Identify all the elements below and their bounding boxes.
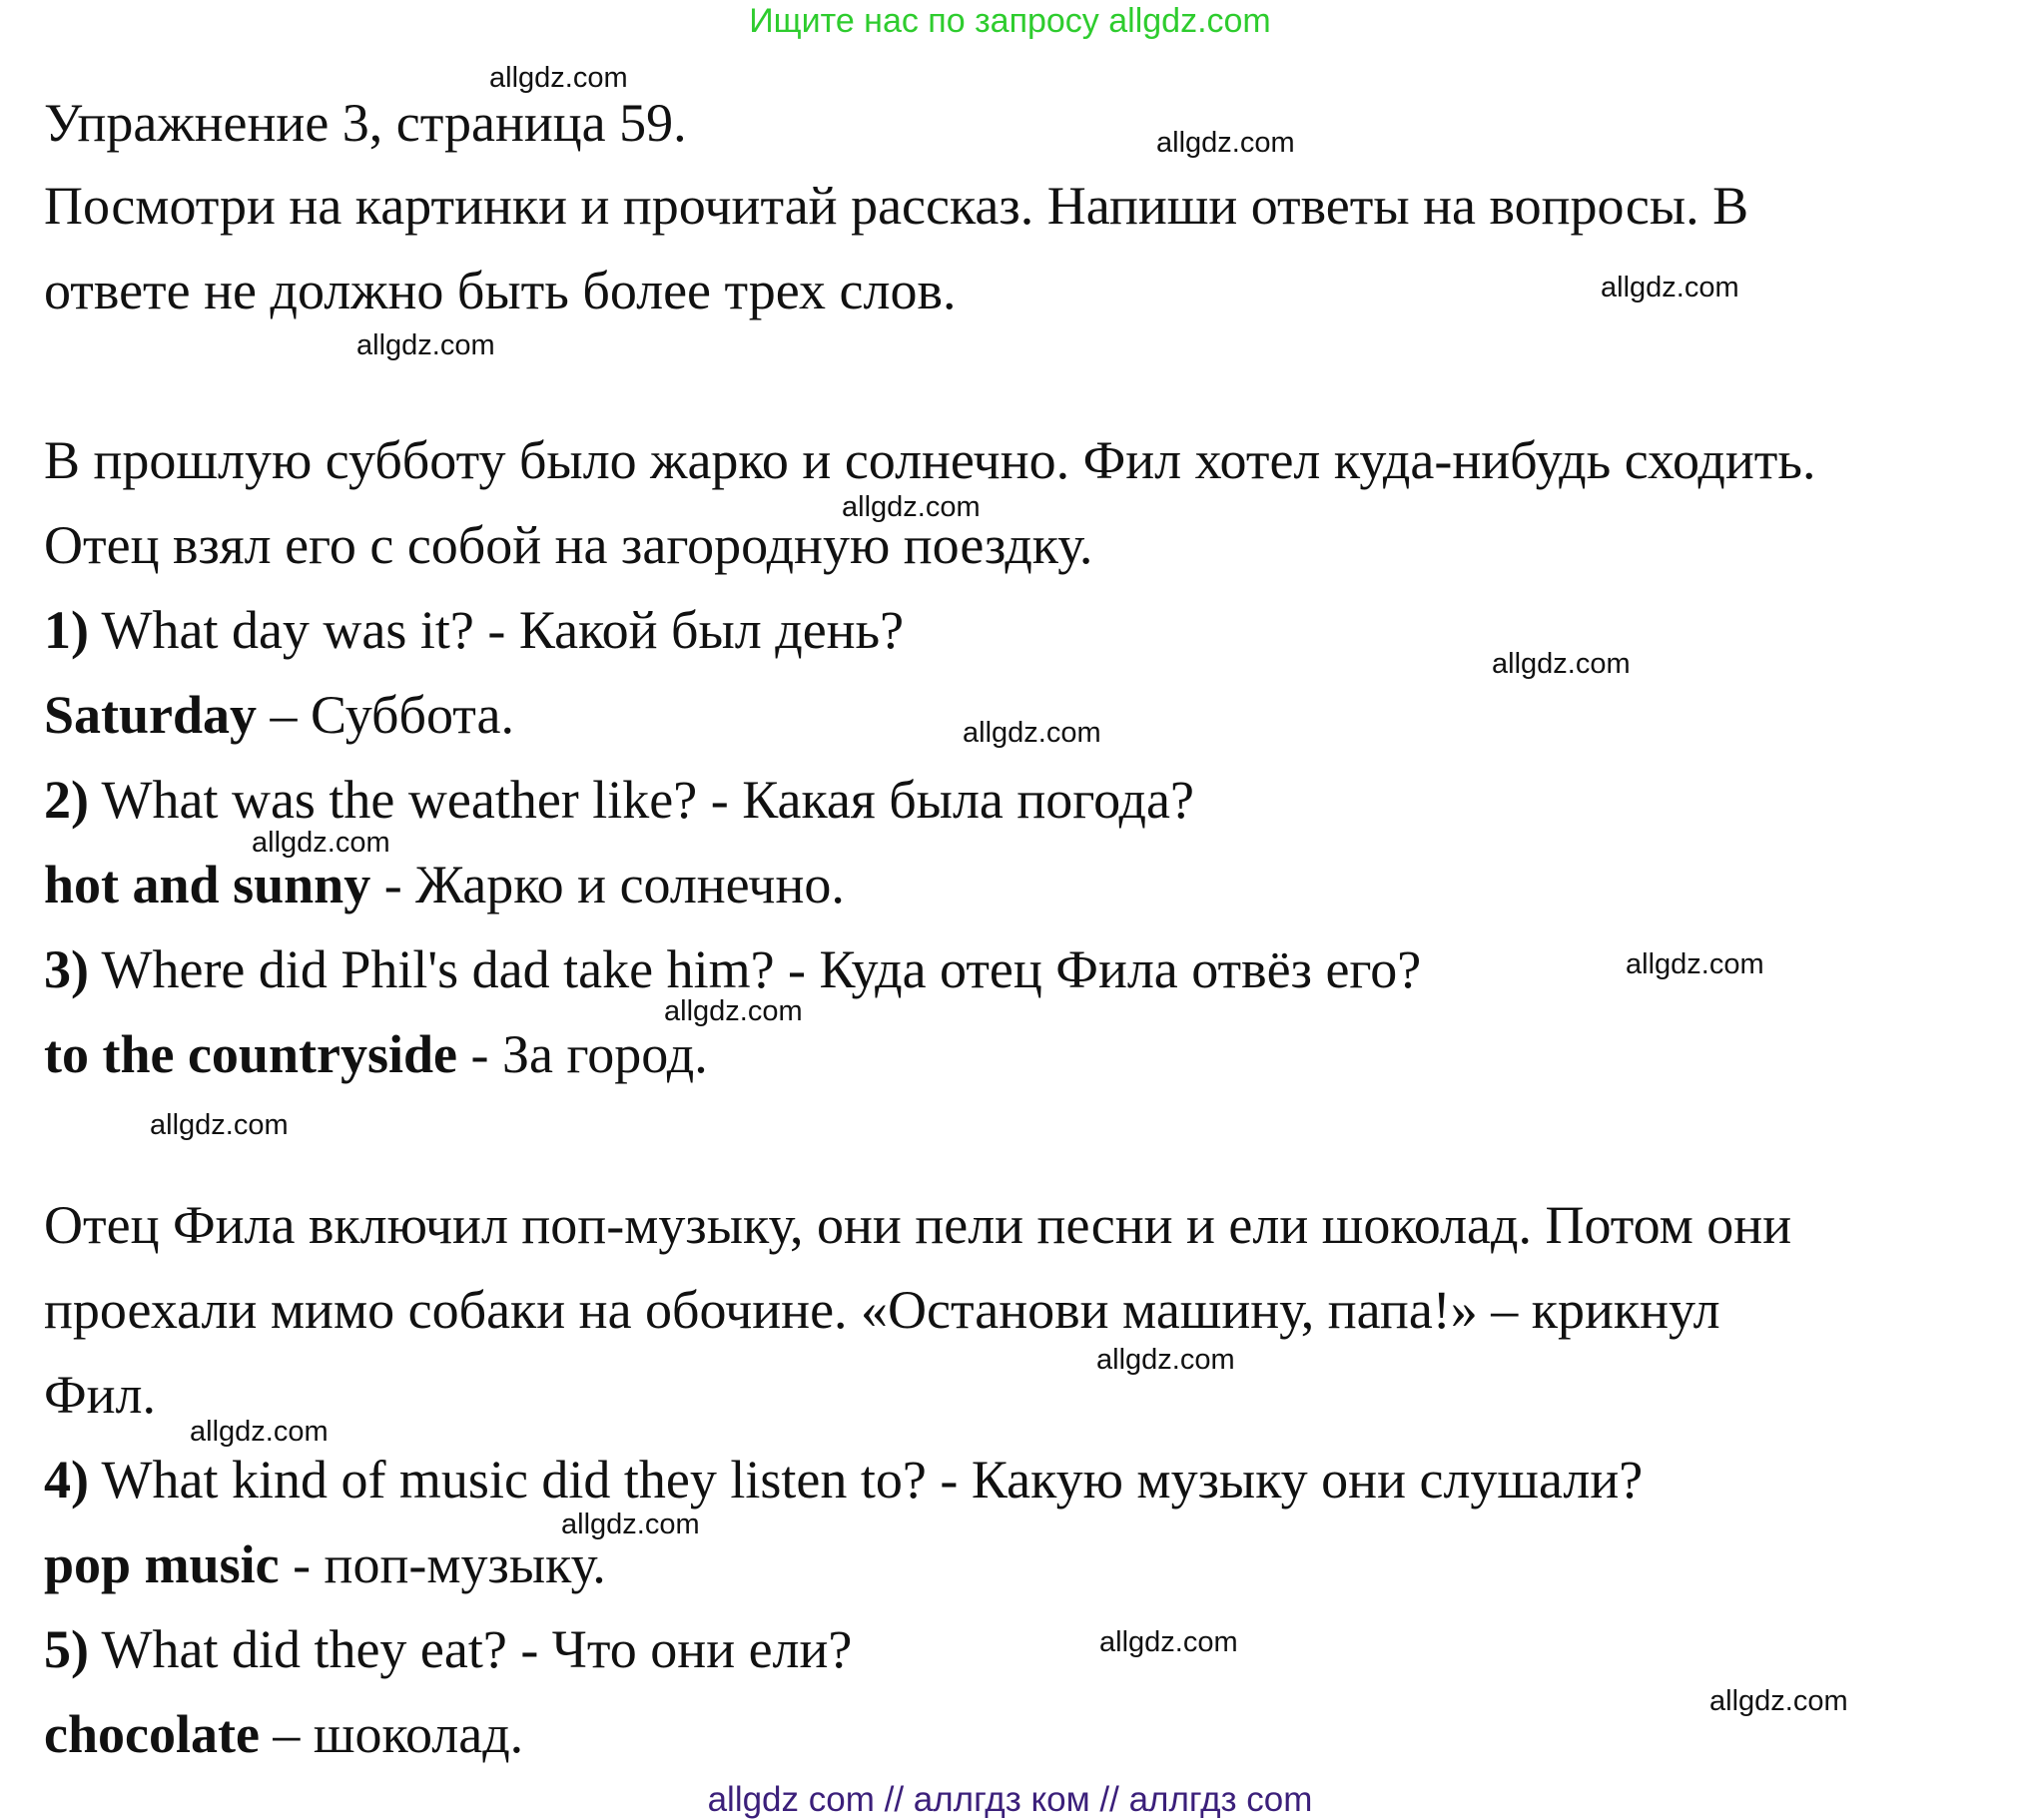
answer-5-translation: – шоколад. [259,1704,524,1764]
question-4-text: What kind of music did they listen to? - Какую музыку они слушали? [88,1450,1644,1510]
answer-5-text: chocolate [44,1704,260,1764]
watermark: allgdz.com [1492,648,1631,680]
question-1 [44,599,904,661]
answer-1 [44,684,514,746]
question-2-text: What was the weather like? - Какая была погода? [88,770,1194,830]
question-4-number: 4) [44,1450,89,1510]
story-1-line-1: В прошлую субботу было жарко и солнечно. Фил хотел куда-нибудь сходить. [44,430,1816,490]
question-3-number: 3) [44,939,89,999]
watermark: allgdz.com [150,1109,289,1141]
answer-2-translation: - Жарко и солнечно. [370,855,845,914]
exercise-title: Упражнение 3, страница 59. [44,93,687,153]
watermark: allgdz.com [1709,1685,1848,1717]
watermark: allgdz.com [664,995,803,1027]
top-banner[interactable]: Ищите нас по запросу allgdz.com [749,2,1271,40]
watermark: allgdz.com [356,329,495,361]
story-2-line-3: Фил. [44,1365,157,1425]
question-4 [44,1449,1643,1511]
question-1-text: What day was it? - Какой был день? [88,600,905,660]
watermark: allgdz.com [190,1416,329,1448]
footer-links[interactable]: allgdz com // аллгдз ком // аллгдз com [707,1780,1313,1819]
story-2-line-1: Отец Фила включил поп-музыку, они пели песни и ели шоколад. Потом они [44,1195,1792,1255]
question-1-number: 1) [44,600,89,660]
watermark: allgdz.com [489,62,628,94]
story-2-line-2: проехали мимо собаки на обочине. «Останови машину, папа!» – крикнул [44,1280,1720,1340]
question-5 [44,1618,852,1680]
story-1-line-2: Отец взял его с собой на загородную поездку. [44,515,1093,575]
watermark: allgdz.com [1601,272,1739,303]
answer-1-text: Saturday [44,685,258,745]
answer-3-translation: - За город. [456,1024,708,1084]
watermark: allgdz.com [1626,948,1764,980]
watermark: allgdz.com [1099,1626,1238,1658]
question-5-text: What did they eat? - Что они ели? [88,1619,853,1679]
watermark: allgdz.com [1096,1344,1235,1376]
question-3 [44,938,1421,1000]
watermark: allgdz.com [842,491,981,523]
answer-4-text: pop music [44,1534,280,1594]
question-2 [44,769,1194,831]
answer-5 [44,1703,523,1765]
instruction-line-2: ответе не должно быть более трех слов. [44,261,957,320]
question-2-number: 2) [44,770,89,830]
question-5-number: 5) [44,1619,89,1679]
answer-3-text: to the countryside [44,1024,457,1084]
answer-4-translation: - поп-музыку. [279,1534,606,1594]
watermark: allgdz.com [561,1509,700,1540]
answer-2-text: hot and sunny [44,855,371,914]
instruction-line-1: Посмотри на картинки и прочитай рассказ. Напиши ответы на вопросы. В [44,176,1749,236]
watermark: allgdz.com [252,827,390,859]
watermark: allgdz.com [963,717,1101,749]
answer-1-translation: – Суббота. [257,685,514,745]
answer-4 [44,1533,606,1595]
answer-3 [44,1023,708,1085]
watermark: allgdz.com [1156,127,1295,159]
question-3-text: Where did Phil's dad take him? - Куда отец Фила отвёз его? [88,939,1422,999]
answer-2 [44,854,845,915]
